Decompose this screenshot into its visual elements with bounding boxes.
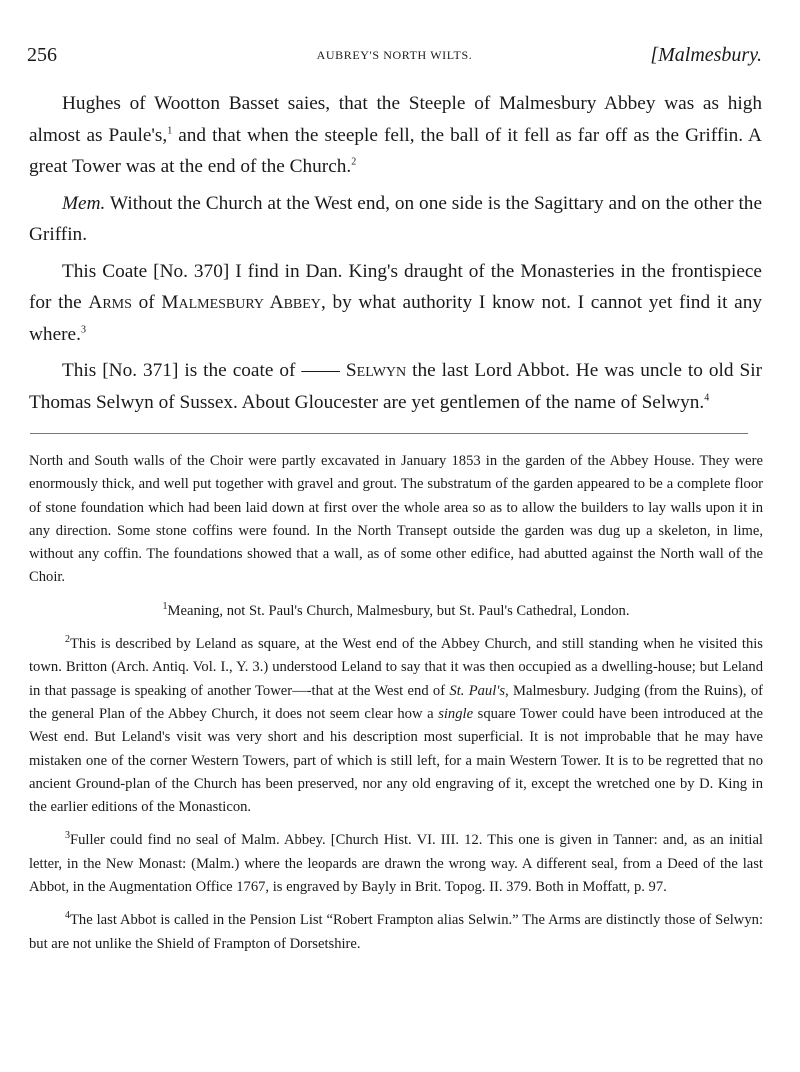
footnote-mark: 3 xyxy=(65,830,70,842)
footnote-ref-3[interactable]: 3 xyxy=(80,324,86,336)
running-title: AUBREY'S NORTH WILTS. xyxy=(316,48,473,62)
text: the last Lord Abbot. He was uncle to old Sir Thomas Selwyn of Sussex. About Gloucester are yet gentlemen of the name of Selwyn. xyxy=(29,360,762,413)
footnote-mark: 1 xyxy=(162,600,168,612)
footnote-mark: 4 xyxy=(65,910,70,922)
footnote-2 xyxy=(29,633,763,819)
text: This is described by Leland as square, at the West end of the Abbey Church, and still standing when he visited this town. Britton (Arch. Antiq. Vol. I., Y. 3.) understood Leland to say that it was then occupied as a dwelling-house; but Leland in that passage is speaking of another Tower—-that at the West end of xyxy=(29,636,763,699)
text: The last Abbot is called in the Pension List “Robert Frampton alias Selwin.” The Arms are distinctly those of Selwyn: but are not unlike the Shield of Frampton of Dorsetshire. xyxy=(29,912,763,952)
italic-text: St. Paul's xyxy=(449,682,506,699)
paragraph-steeple xyxy=(29,88,762,183)
footnote-mark: 2 xyxy=(65,634,70,646)
text: square Tower could have been introduced at the West end. But Leland's visit was very short and his description most superficial. It is not improbable that he may have mistaken one of the corner Western Towers, part of which is still left, for a main Western Tower. It is to be regretted that no ancient Ground-plan of the Church has been preserved, nor any old engraving of it, except the wretched one by D. King in the earlier editions of the Monasticon. xyxy=(29,705,763,816)
arms-smallcaps: Arms xyxy=(88,292,132,313)
text: and that when the steeple fell, the ball of it fell as far off as the Griffin. A great Tower was at the end of the Church. xyxy=(29,124,762,177)
footnote-1 xyxy=(29,600,763,623)
italic-text: single xyxy=(438,705,474,722)
excavation-note: North and South walls of the Choir were partly excavated in January 1853 in the garden of the Abbey House. They were enormously thick, and well put together with gravel and grout. The substratum of the garden appeared to be a complete floor of stone foundation which had been laid down at first over the whole area so as to allow the builders to lay walls upon it in any direction. Some stone coffins were found. In the North Transept outside the garden was dug up a skeleton, in lime, without any coffin. The foundations showed that a wall, as of some other edifice, had abutted against the North wall of the Choir. xyxy=(29,453,763,586)
page-header xyxy=(27,44,762,68)
text: , by what authority I know not. I cannot yet find it any where. xyxy=(29,292,762,345)
abbey-smallcaps: Malmesbury Abbey xyxy=(161,292,321,313)
footnote-ref-4[interactable]: 4 xyxy=(704,392,710,404)
footnote-ref-2[interactable]: 2 xyxy=(351,156,357,168)
selwyn-smallcaps: Selwyn xyxy=(345,360,407,381)
footnote-3 xyxy=(29,829,763,899)
paragraph-coate-371 xyxy=(29,355,762,418)
mem-label: Mem. xyxy=(62,192,106,214)
text: This [No. 371] is the coate of —— xyxy=(62,360,346,381)
page-number: 256 xyxy=(27,44,57,66)
main-text xyxy=(29,88,762,418)
footnote-ref-1[interactable]: 1 xyxy=(167,125,173,137)
text: , Malmesbury. Judging (from the Ruins), of the general Plan of the Abbey Church, it does not seem clear how a xyxy=(29,682,764,722)
footnotes xyxy=(29,450,763,956)
text: Without the Church at the West end, on one side is the Sagittary and on the other the Griffin. xyxy=(29,192,762,245)
text: Hughes of Wootton Basset saies, that the Steeple of Malmesbury Abbey was as high almost as Paule's, xyxy=(29,93,762,146)
text: of xyxy=(131,292,162,313)
text: Fuller could find no seal of Malm. Abbey. [Church Hist. VI. III. 12. This one is given in Tanner: and, as an initial letter, in the New Monast: (Malm.) where the leopards are drawn the wrong way. A different seal, from a Deed of the last Abbot, in the Augmentation Office 1767, is engraved by Bayly in Brit. Topog. II. 379. Both in Moffatt, p. 97. xyxy=(29,832,763,896)
text: This Coate [No. 370] I find in Dan. King's draught of the Monasteries in the frontispiece for the xyxy=(29,260,762,313)
footnote-divider xyxy=(30,433,748,434)
paragraph-coate-370 xyxy=(29,256,762,351)
section-title: [Malmesbury. xyxy=(650,44,762,66)
text: Meaning, not St. Paul's Church, Malmesbury, but St. Paul's Cathedral, London. xyxy=(167,602,630,619)
footnote-4 xyxy=(29,909,763,956)
paragraph-mem xyxy=(29,188,762,251)
